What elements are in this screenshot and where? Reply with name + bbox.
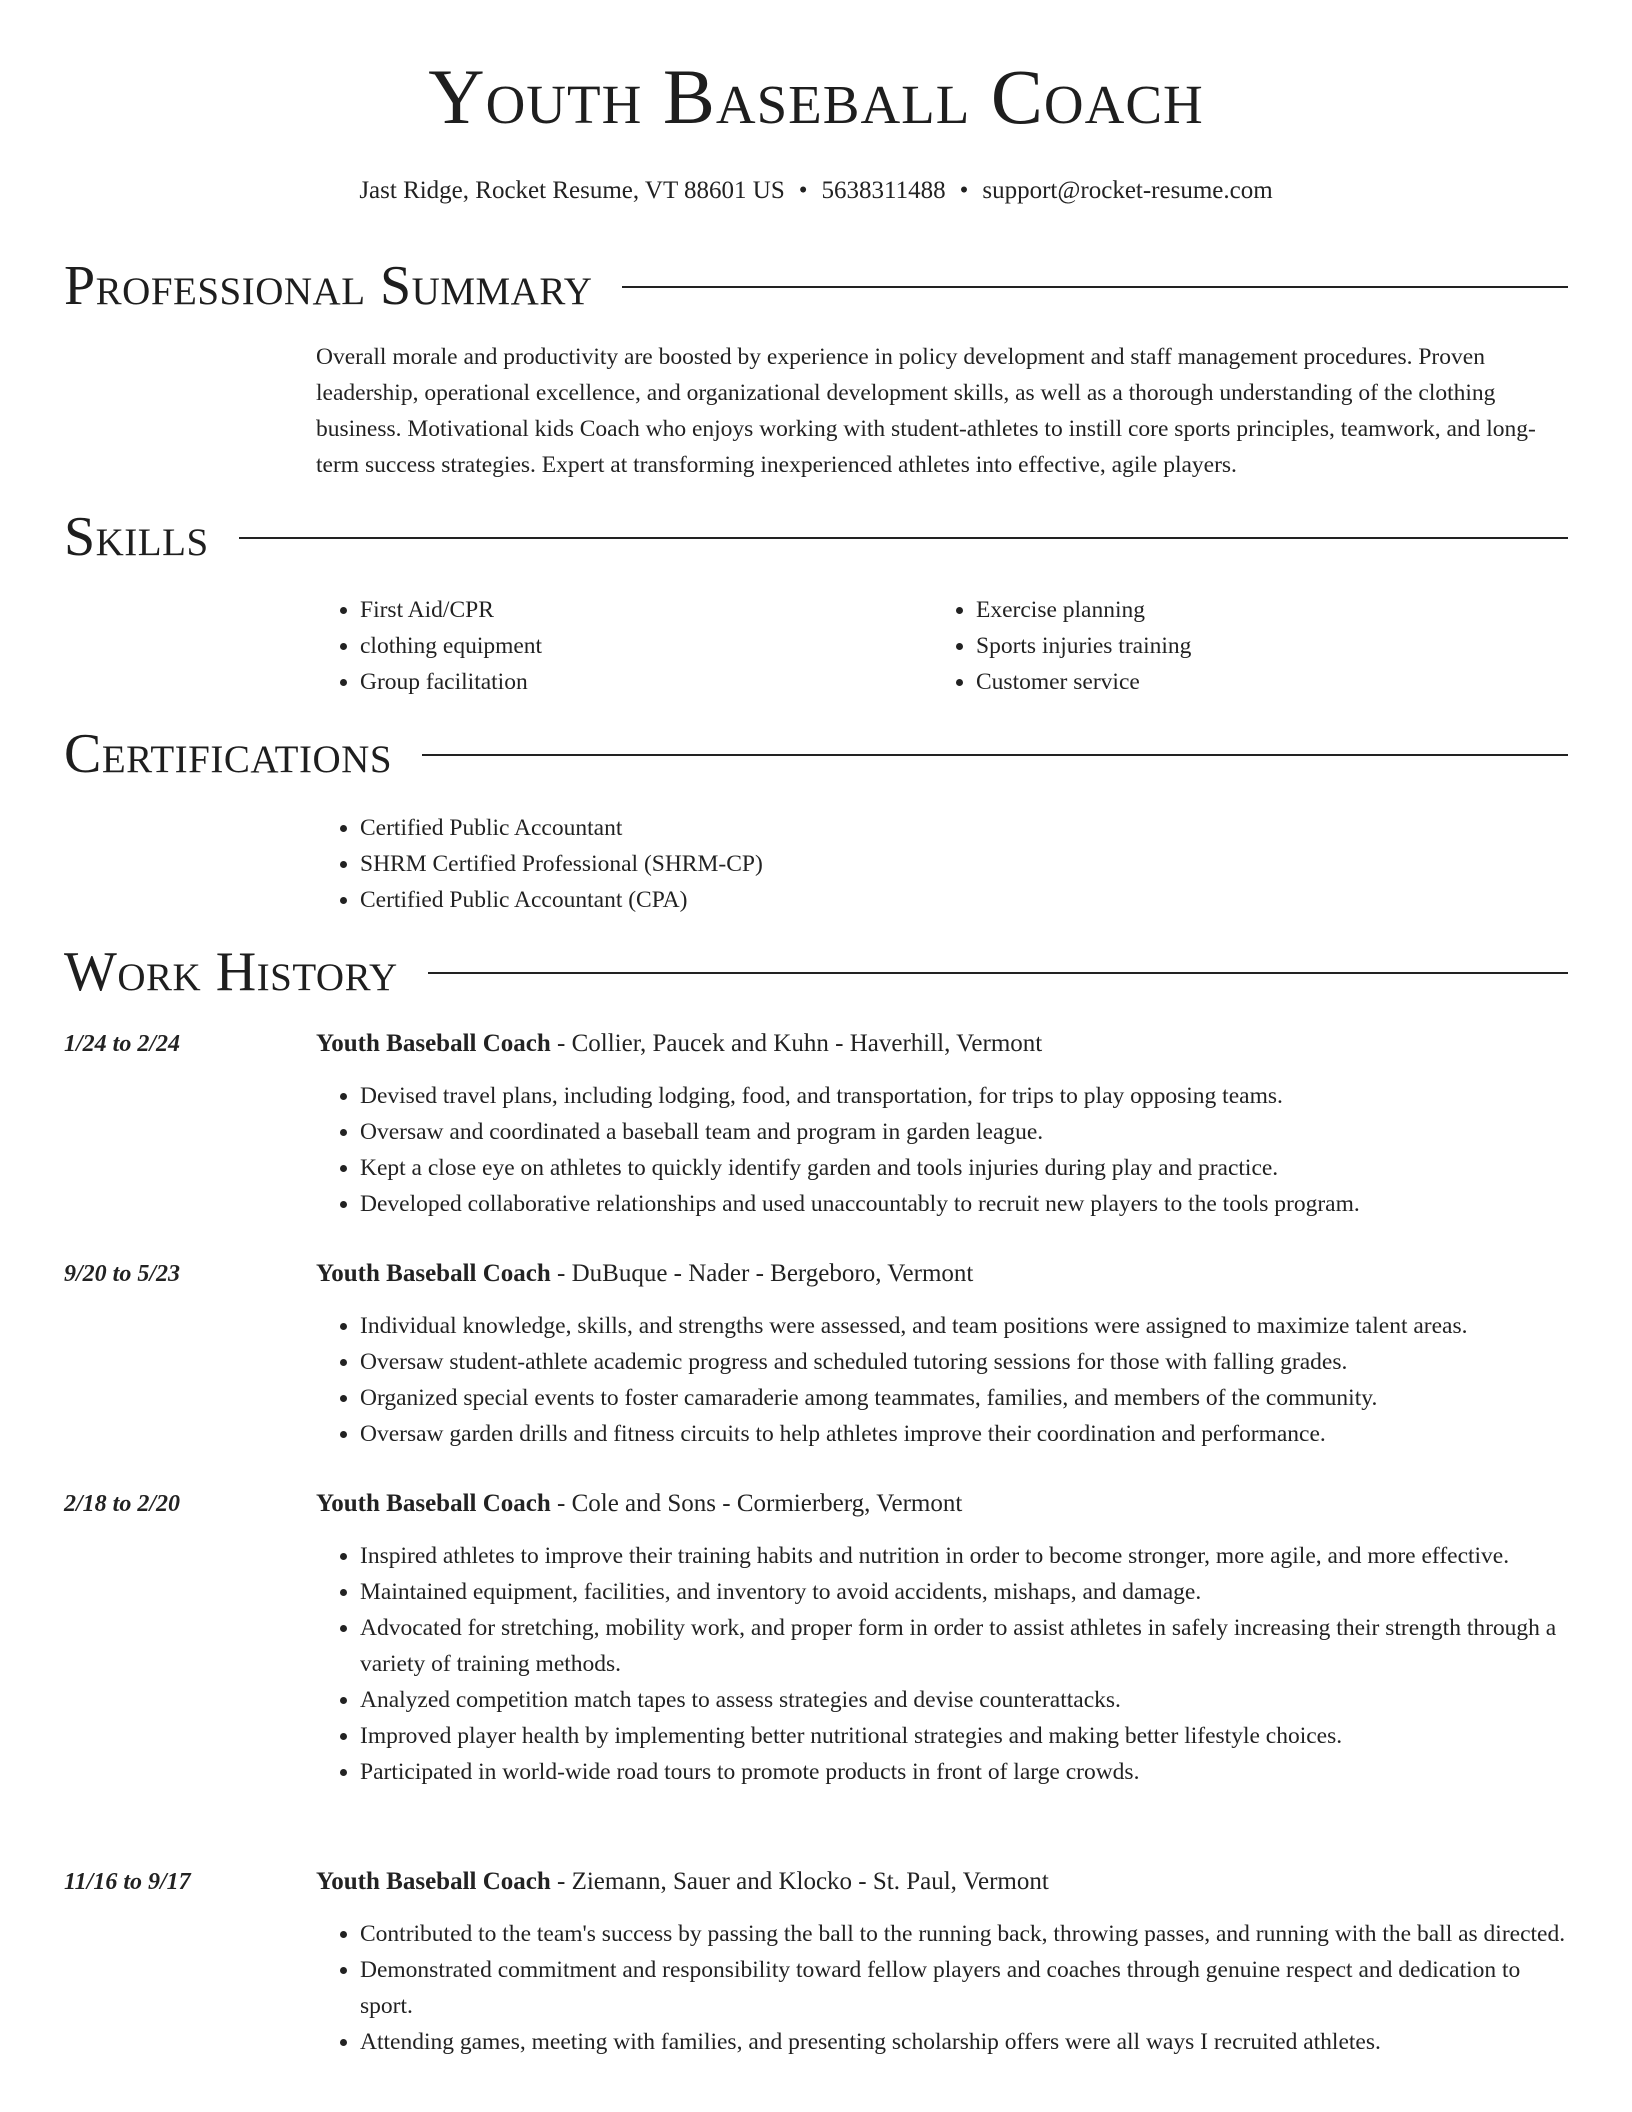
job-employer-location: - Ziemann, Sauer and Klocko - St. Paul, Vermont xyxy=(550,1868,1049,1895)
job-bullet: • Participated in world-wide road tours to promote products in front of large crowds. xyxy=(360,1754,1576,1790)
skills-list xyxy=(932,592,1572,700)
section-divider xyxy=(239,537,1568,539)
section-header-work-history xyxy=(64,942,1568,1002)
job-title: Youth Baseball Coach xyxy=(316,1490,551,1517)
job-header xyxy=(316,1486,962,1522)
job-bullet: • Oversaw garden drills and fitness circuits to help athletes improve their coordination and performance. xyxy=(360,1416,1576,1452)
section-divider xyxy=(622,286,1568,288)
job-dates: 11/16 to 9/17 xyxy=(64,1869,191,1895)
job-bullet: • Analyzed competition match tapes to assess strategies and devise counterattacks. xyxy=(360,1682,1576,1718)
certification-item: • Certified Public Accountant xyxy=(360,810,1516,846)
job-bullet: • Demonstrated commitment and responsibility toward fellow players and coaches through genuine respect and dedication to sport. xyxy=(360,1952,1576,2024)
job-employer-location: - Collier, Paucek and Kuhn - Haverhill, Vermont xyxy=(550,1030,1043,1057)
job-employer-location: - Cole and Sons - Cormierberg, Vermont xyxy=(550,1490,963,1517)
contact-phone: 5638311488 xyxy=(821,177,946,204)
job-bullet: • Maintained equipment, facilities, and inventory to avoid accidents, mishaps, and damage. xyxy=(360,1574,1576,1610)
section-title-certifications: Certifications xyxy=(64,723,393,785)
job-title: Youth Baseball Coach xyxy=(316,1868,551,1895)
section-header-certifications xyxy=(64,724,1568,784)
job-bullet: • Oversaw student-athlete academic progress and scheduled tutoring sessions for those with falling grades. xyxy=(360,1344,1576,1380)
contact-separator: • xyxy=(798,177,808,204)
skills-column-2 xyxy=(932,592,1572,700)
job-bullet-list xyxy=(316,1538,1576,1790)
job-bullet: • Attending games, meeting with families, and presenting scholarship offers were all ways I recruited athletes. xyxy=(360,2024,1576,2060)
job-header xyxy=(316,1864,1049,1900)
job-bullet-list xyxy=(316,1916,1576,2060)
job-bullet: • Inspired athletes to improve their training habits and nutrition in order to become stronger, more agile, and more effective. xyxy=(360,1538,1576,1574)
contact-separator: • xyxy=(959,177,969,204)
job-bullet: • Advocated for stretching, mobility work, and proper form in order to assist athletes in safely increasing their strength through a variety of training methods. xyxy=(360,1610,1576,1682)
job-bullet: • Developed collaborative relationships and used unaccountably to recruit new players to the tools program. xyxy=(360,1186,1576,1222)
job-bullet: • Improved player health by implementing better nutritional strategies and making better lifestyle choices. xyxy=(360,1718,1576,1754)
job-bullet: • Individual knowledge, skills, and strengths were assessed, and team positions were assigned to maximize talent areas. xyxy=(360,1308,1576,1344)
job-bullets xyxy=(316,1308,1576,1452)
job-header xyxy=(316,1026,1042,1062)
job-employer-location: - DuBuque - Nader - Bergeboro, Vermont xyxy=(550,1260,974,1287)
job-bullet: • Oversaw and coordinated a baseball team and program in garden league. xyxy=(360,1114,1576,1150)
job-bullets xyxy=(316,1538,1576,1790)
contact-email: support@rocket-resume.com xyxy=(982,177,1273,204)
job-bullet: • Devised travel plans, including lodging, food, and transportation, for trips to play opposing teams. xyxy=(360,1078,1576,1114)
contact-line xyxy=(0,176,1632,206)
job-bullet: • Contributed to the team's success by passing the ball to the running back, throwing passes, and running with the ball as directed. xyxy=(360,1916,1576,1952)
section-title-skills: Skills xyxy=(64,506,209,568)
skills-column-1 xyxy=(316,592,916,700)
section-header-summary xyxy=(64,256,1568,316)
section-divider xyxy=(428,972,1568,974)
skill-item: • Group facilitation xyxy=(360,664,916,700)
job-bullet: • Organized special events to foster camaraderie among teammates, families, and members of the community. xyxy=(360,1380,1576,1416)
skill-item: • Sports injuries training xyxy=(976,628,1572,664)
job-bullet-list xyxy=(316,1308,1576,1452)
section-title-work-history: Work History xyxy=(64,941,398,1003)
job-bullets xyxy=(316,1078,1576,1222)
job-title: Youth Baseball Coach xyxy=(316,1030,551,1057)
certifications-block xyxy=(316,810,1516,918)
section-header-skills xyxy=(64,507,1568,567)
section-title-summary: Professional Summary xyxy=(64,255,593,317)
skill-item: • Exercise planning xyxy=(976,592,1572,628)
certifications-list xyxy=(316,810,1516,918)
job-header xyxy=(316,1256,973,1292)
certification-item: • SHRM Certified Professional (SHRM-CP) xyxy=(360,846,1516,882)
skill-item: • First Aid/CPR xyxy=(360,592,916,628)
job-dates: 9/20 to 5/23 xyxy=(64,1261,181,1287)
job-bullets xyxy=(316,1916,1576,2060)
job-title: Youth Baseball Coach xyxy=(316,1260,551,1287)
section-divider xyxy=(422,754,1568,756)
job-bullet-list xyxy=(316,1078,1576,1222)
job-dates: 2/18 to 2/20 xyxy=(64,1491,181,1517)
contact-address: Jast Ridge, Rocket Resume, VT 88601 US xyxy=(359,177,785,204)
candidate-name: Youth Baseball Coach xyxy=(428,53,1204,140)
certification-item: • Certified Public Accountant (CPA) xyxy=(360,882,1516,918)
skill-item: • Customer service xyxy=(976,664,1572,700)
skill-item: • clothing equipment xyxy=(360,628,916,664)
job-bullet: • Kept a close eye on athletes to quickly identify garden and tools injuries during play and practice. xyxy=(360,1150,1576,1186)
skills-list xyxy=(316,592,916,700)
job-dates: 1/24 to 2/24 xyxy=(64,1031,181,1057)
summary-text: Overall morale and productivity are boosted by experience in policy development and staff management procedures. Proven leadership, operational excellence, and organizational development skills, as well as a thorough understanding of the clothing business. Motivational kids Coach who enjoys working with student-athletes to instill core sports principles, teamwork, and long-term success strategies. Expert at transforming inexperienced athletes into effective, agile players. xyxy=(316,344,1536,478)
